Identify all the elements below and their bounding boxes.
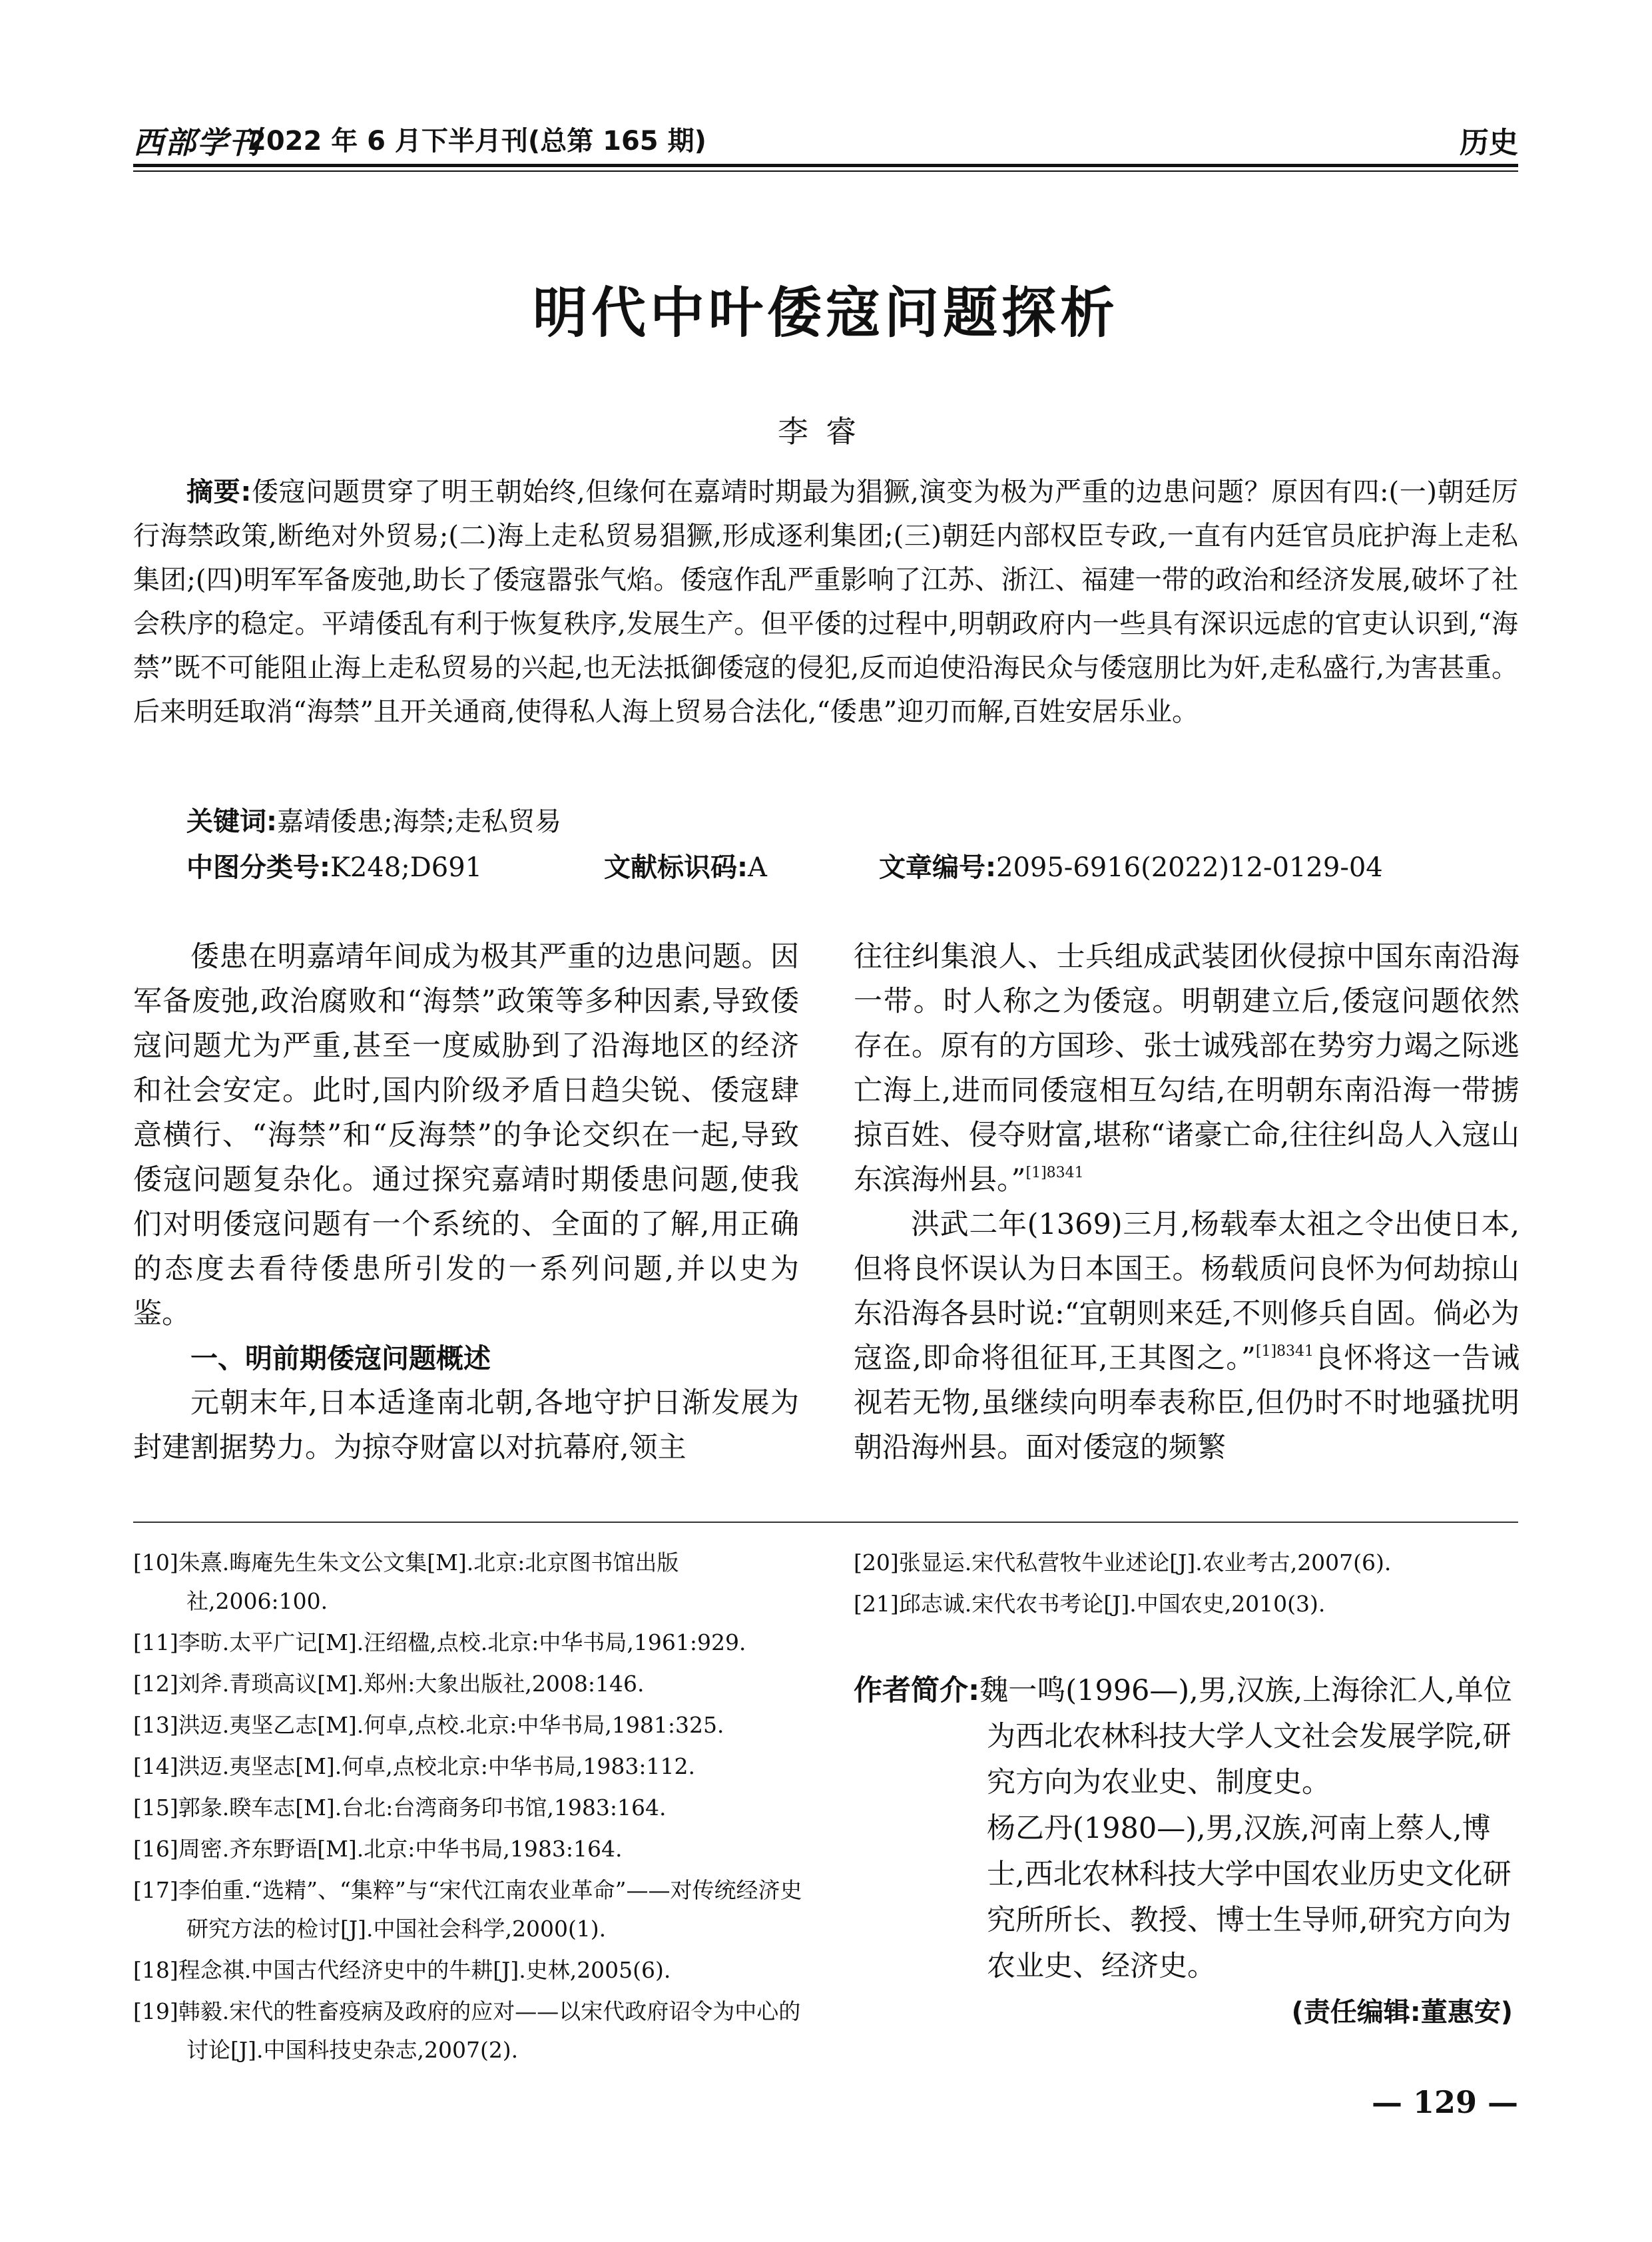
article-number: 文章编号:2095-6916(2022)12-0129-04 xyxy=(879,852,1383,883)
reference-item: [13]洪迈.夷坚乙志[M].何卓,点校.北京:中华书局,1981:325. xyxy=(133,1712,724,1738)
header-rule xyxy=(133,164,1518,167)
reference-item: [18]程念祺.中国古代经济史中的牛耕[J].史林,2005(6). xyxy=(133,1957,671,1983)
reference-item: [11]李昉.太平广记[M].汪绍楹,点校.北京:中华书局,1961:929. xyxy=(133,1629,746,1655)
citation-marker: [1]8341 xyxy=(1025,1165,1084,1181)
footnote-rule xyxy=(133,1522,1518,1523)
author-bio xyxy=(854,1668,1518,1990)
reference-item: [12]刘斧.青琐高议[M].郑州:大象出版社,2008:146. xyxy=(133,1671,645,1697)
header-rule-thin xyxy=(133,170,1518,172)
body-paragraph: 洪武二年(1369)三月,杨载奉太祖之令出使日本,但将良怀误认为日本国王。杨载质问良怀为何劫掠山东沿海各县时说:“宜朝则来廷,不则修兵自固。倘必为寇盗,即命将徂征耳,王其图之。”$^{[1]8341}$良怀将这一告诫视若无物,虽继续向明奉表称臣,但仍时不时地骚扰明朝沿海州县。面对倭寇的频繁 xyxy=(854,1208,1520,1464)
reference-item: [20]张显运.宋代私营牧牛业述论[J].农业考古,2007(6). xyxy=(854,1549,1392,1575)
body-column-left xyxy=(133,935,799,1470)
reference-item: [14]洪迈.夷坚志[M].何卓,点校北京:中华书局,1983:112. xyxy=(133,1753,695,1779)
body-paragraph: 往往纠集浪人、士兵组成武装团伙侵掠中国东南沿海一带。时人称之为倭寇。明朝建立后,倭寇问题依然存在。原有的方国珍、张士诚残部在势穷力竭之际逃亡海上,进而同倭寇相互勾结,在明朝东南沿海一带掳掠百姓、侵夺财富,堪称“诸豪亡命,往往纠岛人入寇山东滨海州县。”$^{[1]8341}$ xyxy=(854,940,1519,1197)
reference-item: [21]邱志诚.宋代农书考论[J].中国农史,2010(3). xyxy=(854,1591,1326,1617)
body-paragraph: 元朝末年,日本适逢南北朝,各地守护日渐发展为封建割据势力。为掠夺财富以对抗幕府,领主 xyxy=(133,1386,799,1464)
running-header xyxy=(133,112,1518,165)
references-left xyxy=(133,1543,812,2072)
author-bio-label: 作者简介: xyxy=(854,1674,980,1707)
abstract-label: 摘要: xyxy=(186,477,252,507)
reference-item: [15]郭彖.睽车志[M].台北:台湾商务印书馆,1983:164. xyxy=(133,1795,667,1821)
author-bio-entry: 作者简介:魏一鸣(1996—),男,汉族,上海徐汇人,单位为西北农林科技大学人文社会发展学院,研究方向为农业史、制度史。 xyxy=(854,1674,1512,1799)
clc-code: 中图分类号:K248;D691 xyxy=(186,852,483,883)
body-paragraph: 倭患在明嘉靖年间成为极其严重的边患问题。因军备废弛,政治腐败和“海禁”政策等多种因素,导致倭寇问题尤为严重,甚至一度威胁到了沿海地区的经济和社会安定。此时,国内阶级矛盾日趋尖锐、倭寇肆意横行、“海禁”和“反海禁”的争论交织在一起,导致倭寇问题复杂化。通过探究嘉靖时期倭患问题,使我们对明倭寇问题有一个系统的、全面的了解,用正确的态度去看待倭患所引发的一系列问题,并以史为鉴。 xyxy=(133,940,799,1330)
author-bio-entry: 杨乙丹(1980—),男,汉族,河南上蔡人,博士,西北农林科技大学中国农业历史文化研究所所长、教授、博士生导师,研究方向为农业史、经济史。 xyxy=(987,1812,1512,1983)
journal-name: 西部学刊 xyxy=(133,125,261,160)
document-code: 文献标识码:A xyxy=(604,852,767,883)
references-right xyxy=(854,1543,1519,1626)
keywords-label: 关键词: xyxy=(186,806,277,837)
body-column-right xyxy=(854,935,1519,1470)
article-author: 李睿 xyxy=(778,414,874,449)
keywords-text: 嘉靖倭患;海禁;走私贸易 xyxy=(277,806,561,837)
abstract xyxy=(133,470,1518,734)
journal-issue: 2022 年 6 月下半月刊(总第 165 期) xyxy=(248,126,706,156)
page-number: — 129 — xyxy=(1371,2084,1518,2120)
citation-marker: [1]8341 xyxy=(1255,1343,1314,1360)
keywords xyxy=(186,800,561,844)
reference-item: [19]韩毅.宋代的牲畜疫病及政府的应对——以宋代政府诏令为中心的讨论[J].中国科技史杂志,2007(2). xyxy=(133,1998,801,2063)
section-label: 历史 xyxy=(1460,126,1518,160)
responsible-editor: (责任编辑:董惠安) xyxy=(1291,1997,1513,2028)
reference-item: [17]李伯重.“选精”、“集粹”与“宋代江南农业革命”——对传统经济史研究方法的检讨[J].中国社会科学,2000(1). xyxy=(133,1877,802,1942)
section-heading: 一、明前期倭寇问题概述 xyxy=(190,1342,491,1374)
abstract-text: 倭寇问题贯穿了明王朝始终,但缘何在嘉靖时期最为猖獗,演变为极为严重的边患问题？原因有四:(一)朝廷厉行海禁政策,断绝对外贸易;(二)海上走私贸易猖獗,形成逐利集团;(三)朝廷内部权臣专政,一直有内廷官员庇护海上走私集团;(四)明军军备废弛,助长了倭寇嚣张气焰。倭寇作乱严重影响了江苏、浙江、福建一带的政治和经济发展,破坏了社会秩序的稳定。平靖倭乱有利于恢复秩序,发展生产。但平倭的过程中,明朝政府内一些具有深识远虑的官吏认识到,“海禁”既不可能阻止海上走私贸易的兴起,也无法抵御倭寇的侵犯,反而迫使沿海民众与倭寇朋比为奸,走私盛行,为害甚重。后来明廷取消“海禁”且开关通商,使得私人海上贸易合法化,“倭患”迎刃而解,百姓安居乐业。 xyxy=(133,477,1518,727)
reference-item: [10]朱熹.晦庵先生朱文公文集[M].北京:北京图书馆出版社,2006:100. xyxy=(133,1549,679,1614)
article-title: 明代中叶倭寇问题探析 xyxy=(532,282,1119,345)
reference-item: [16]周密.齐东野语[M].北京:中华书局,1983:164. xyxy=(133,1836,623,1862)
